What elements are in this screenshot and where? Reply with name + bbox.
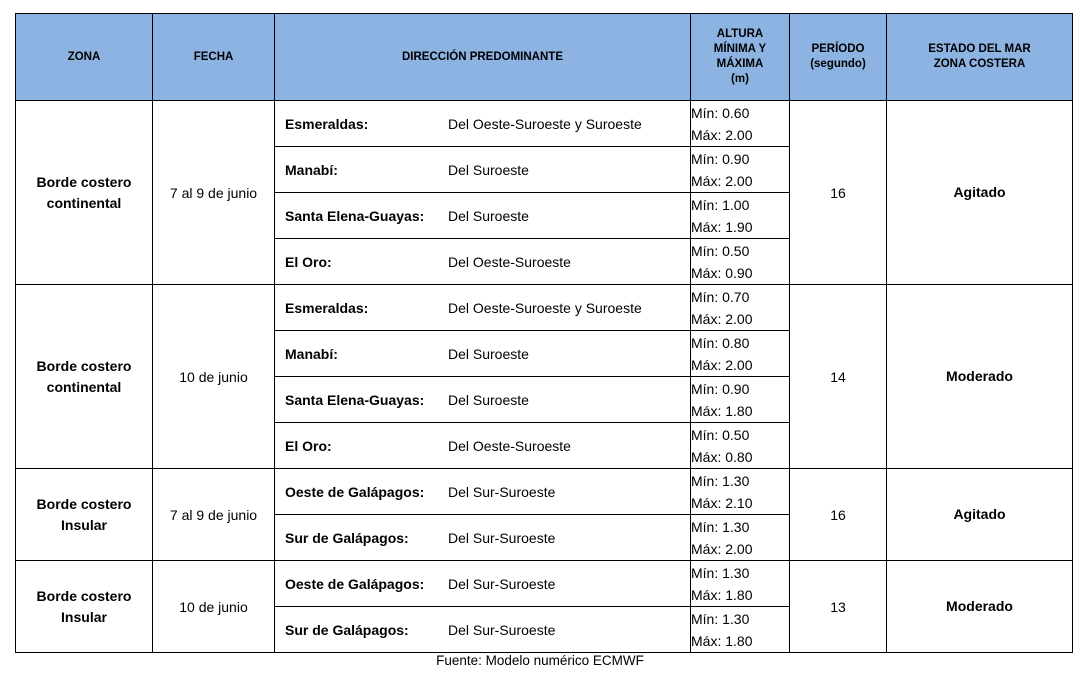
- direction-value: Del Suroeste: [448, 345, 529, 362]
- height-max: Máx: 2.00: [691, 126, 753, 143]
- region-label: Sur de Galápagos:: [285, 621, 409, 638]
- estado-cell: Moderado: [887, 285, 1073, 469]
- height-min: Mín: 0.70: [691, 288, 750, 305]
- height-min: Mín: 1.30: [691, 564, 750, 581]
- height-max: Máx: 1.80: [691, 402, 753, 419]
- direction-value: Del Suroeste: [448, 207, 529, 224]
- header-periodo: PERÍODO (segundo): [790, 14, 887, 101]
- direction-cell: [275, 331, 691, 377]
- direction-cell: [275, 193, 691, 239]
- direction-value: Del Sur-Suroeste: [448, 483, 556, 500]
- height-cell: [691, 147, 790, 193]
- zona-cell: Borde costero continental: [16, 285, 153, 469]
- header-direccion: DIRECCIÓN PREDOMINANTE: [275, 14, 691, 101]
- table-row: [16, 285, 1073, 331]
- height-min: Mín: 0.50: [691, 242, 750, 259]
- direction-cell: [275, 285, 691, 331]
- height-cell: [691, 607, 790, 653]
- zona-cell: Borde costero continental: [16, 101, 153, 285]
- direction-value: Del Sur-Suroeste: [448, 529, 556, 546]
- height-cell: [691, 423, 790, 469]
- height-cell: [691, 239, 790, 285]
- direction-cell: [275, 101, 691, 147]
- table-row: [16, 101, 1073, 147]
- height-min: Mín: 1.30: [691, 472, 750, 489]
- estado-cell: Moderado: [887, 561, 1073, 653]
- table-body: [16, 101, 1073, 653]
- height-cell: [691, 515, 790, 561]
- region-label: Esmeraldas:: [285, 115, 369, 132]
- zona-cell: Borde costero Insular: [16, 469, 153, 561]
- table-row: [16, 469, 1073, 515]
- height-max: Máx: 2.10: [691, 494, 753, 511]
- region-label: Manabí:: [285, 345, 338, 362]
- direction-cell: [275, 377, 691, 423]
- height-max: Máx: 2.00: [691, 356, 753, 373]
- height-cell: [691, 561, 790, 607]
- fecha-cell: 10 de junio: [153, 561, 275, 653]
- direction-cell: [275, 239, 691, 285]
- region-label: Santa Elena-Guayas:: [285, 391, 425, 408]
- header-zona: ZONA: [16, 14, 153, 101]
- height-cell: [691, 285, 790, 331]
- direction-value: Del Oeste-Suroeste y Suroeste: [448, 299, 642, 316]
- height-max: Máx: 0.80: [691, 448, 753, 465]
- height-cell: [691, 377, 790, 423]
- header-altura: ALTURA MÍNIMA Y MÁXIMA (m): [691, 14, 790, 101]
- periodo-cell: 16: [790, 469, 887, 561]
- height-max: Máx: 2.00: [691, 540, 753, 557]
- height-cell: [691, 331, 790, 377]
- direction-value: Del Oeste-Suroeste y Suroeste: [448, 115, 642, 132]
- height-min: Mín: 0.80: [691, 334, 750, 351]
- height-max: Máx: 0.90: [691, 264, 753, 281]
- height-min: Mín: 0.50: [691, 426, 750, 443]
- height-cell: [691, 101, 790, 147]
- height-cell: [691, 193, 790, 239]
- height-min: Mín: 1.00: [691, 196, 750, 213]
- height-max: Máx: 2.00: [691, 172, 753, 189]
- region-label: Manabí:: [285, 161, 338, 178]
- direction-cell: [275, 469, 691, 515]
- source-caption: Fuente: Modelo numérico ECMWF: [436, 653, 644, 668]
- table-row: [16, 561, 1073, 607]
- direction-value: Del Oeste-Suroeste: [448, 253, 571, 270]
- height-cell: [691, 469, 790, 515]
- height-min: Mín: 0.90: [691, 150, 750, 167]
- estado-cell: Agitado: [887, 101, 1073, 285]
- height-max: Máx: 1.80: [691, 586, 753, 603]
- height-max: Máx: 1.90: [691, 218, 753, 235]
- height-min: Mín: 0.90: [691, 380, 750, 397]
- region-label: Santa Elena-Guayas:: [285, 207, 425, 224]
- direction-value: Del Sur-Suroeste: [448, 575, 556, 592]
- height-max: Máx: 1.80: [691, 632, 753, 649]
- height-min: Mín: 1.30: [691, 610, 750, 627]
- height-min: Mín: 1.30: [691, 518, 750, 535]
- direction-value: Del Oeste-Suroeste: [448, 437, 571, 454]
- estado-cell: Agitado: [887, 469, 1073, 561]
- periodo-cell: 13: [790, 561, 887, 653]
- fecha-cell: 10 de junio: [153, 285, 275, 469]
- region-label: El Oro:: [285, 437, 332, 454]
- direction-cell: [275, 515, 691, 561]
- direction-value: Del Suroeste: [448, 391, 529, 408]
- region-label: Oeste de Galápagos:: [285, 575, 425, 592]
- direction-cell: [275, 607, 691, 653]
- direction-cell: [275, 561, 691, 607]
- height-max: Máx: 2.00: [691, 310, 753, 327]
- region-label: Esmeraldas:: [285, 299, 369, 316]
- periodo-cell: 16: [790, 101, 887, 285]
- direction-value: Del Sur-Suroeste: [448, 621, 556, 638]
- fecha-cell: 7 al 9 de junio: [153, 101, 275, 285]
- periodo-cell: 14: [790, 285, 887, 469]
- direction-cell: [275, 147, 691, 193]
- region-label: Sur de Galápagos:: [285, 529, 409, 546]
- header-estado: ESTADO DEL MAR ZONA COSTERA: [887, 14, 1073, 101]
- table-header: [16, 14, 1073, 101]
- direction-cell: [275, 423, 691, 469]
- swell-forecast-table: [15, 13, 1073, 653]
- region-label: Oeste de Galápagos:: [285, 483, 425, 500]
- direction-value: Del Suroeste: [448, 161, 529, 178]
- height-min: Mín: 0.60: [691, 104, 750, 121]
- zona-cell: Borde costero Insular: [16, 561, 153, 653]
- header-fecha: FECHA: [153, 14, 275, 101]
- region-label: El Oro:: [285, 253, 332, 270]
- fecha-cell: 7 al 9 de junio: [153, 469, 275, 561]
